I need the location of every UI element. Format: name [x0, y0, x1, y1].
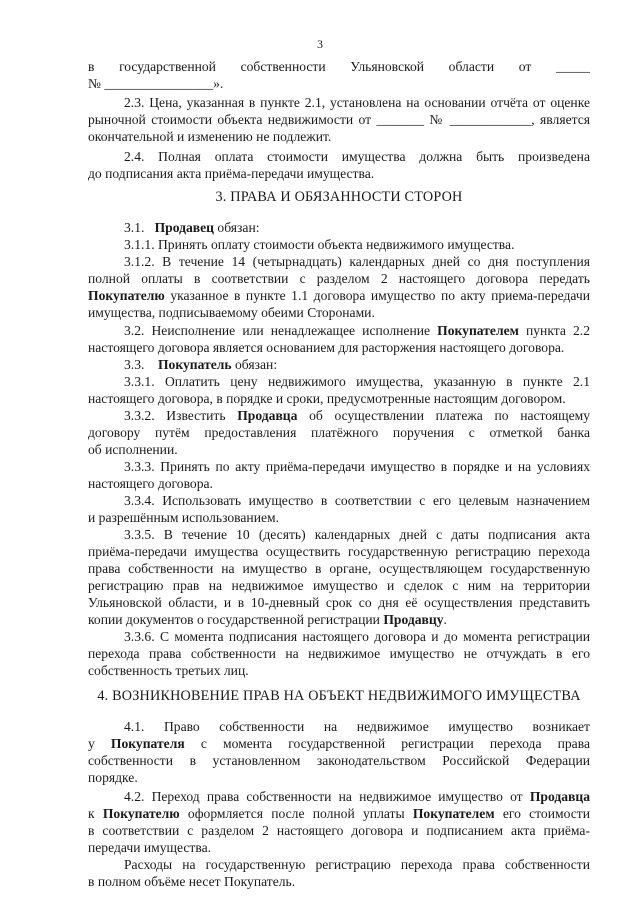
clause-4-1-line-4: порядке. [88, 770, 138, 785]
intro-word: _____ [555, 59, 590, 74]
clause-3-3-2 [88, 407, 590, 458]
clause-3-3-6-line-3: собственность третьих лиц. [88, 663, 249, 678]
clause-3-2-line-1a: 3.2. Неисполнение или ненадлежащее исполнение [124, 323, 438, 338]
clause-3-3-5-seller: Продавцу [383, 612, 444, 627]
clause-3-3-5-line-1: 3.3.5. В течение 10 (десять) календарных дней с даты подписания акта [124, 527, 590, 542]
clause-4-1-line-2a: у [88, 736, 111, 751]
intro-word: в [88, 59, 95, 74]
clause-4-1-line-1: 4.1. Право собственности на недвижимое имущество возникает [124, 719, 590, 734]
clause-4-1-line-2b: с момента государственной регистрации перехода права [184, 736, 590, 751]
intro-word: собственности [240, 59, 326, 74]
clause-3-1-1 [88, 236, 590, 253]
clause-3-3-5-line-6b: . [443, 612, 447, 627]
clause-3-1-2-line-1: 3.1.2. В течение 14 (четырнадцать) календарных дней со дня поступления [124, 254, 590, 269]
clause-3-1-1-text: 3.1.1. Принять оплату стоимости объекта недвижимого имущества. [124, 237, 515, 252]
clause-4-2-line-3: в соответствии с разделом 2 настоящего договора и подписанием акта приёма- [88, 823, 590, 838]
intro-word: области [448, 59, 495, 74]
clause-4-2-line-1a: 4.2. Переход права собственности на недвижимое имущество от [124, 789, 530, 804]
section-4-heading: 4. ВОЗНИКНОВЕНИЕ ПРАВ НА ОБЪЕКТ НЕДВИЖИМОГО ИМУЩЕСТВА [97, 688, 581, 704]
clause-3-3-1 [88, 373, 590, 407]
clause-3-3-6 [88, 628, 590, 679]
clause-3-3-2-line-1a: 3.3.2. Известить [124, 408, 238, 423]
clause-3-3-5 [88, 526, 590, 628]
intro-word: от [518, 59, 532, 74]
intro-line-1 [88, 58, 590, 75]
final-paragraph [88, 856, 590, 890]
clause-3-3-2-line-3: об исполнении. [88, 442, 178, 457]
clause-3-2-line-1b: пункта 2.2 [518, 323, 590, 338]
final-paragraph-line-2: в полном объёме несет Покупатель. [88, 874, 296, 889]
clause-4-1-buyer: Покупателя [110, 736, 185, 751]
clause-3-3-5-line-3: права собственности на имущество в органе, осуществляющем государственную [88, 561, 590, 576]
clause-3-3 [88, 356, 590, 373]
clause-3-2-buyer: Покупателем [437, 323, 519, 338]
clause-4-2-buyer-1: Покупателю [102, 806, 180, 821]
clause-3-3-2-line-1b: об осуществлении платежа по настоящему [297, 408, 590, 423]
clause-2-3-line-3: окончательной и изменению не подлежит. [88, 129, 332, 144]
clause-3-3-4-line-2: и разрешённым использованием. [88, 510, 280, 525]
intro-paragraph [88, 58, 590, 92]
clause-3-3-4-line-1: 3.3.4. Использовать имущество в соответствии с его целевым назначением [124, 493, 590, 508]
clause-3-1-text: обязан: [214, 220, 260, 235]
clause-3-3-3-line-2: настоящего договора. [88, 476, 213, 491]
clause-3-1-2-buyer: Покупателю [88, 288, 165, 303]
clause-2-4-line-2: до подписания акта приёма-передачи имущества. [88, 166, 375, 181]
intro-word: Ульяновской [350, 59, 425, 74]
clause-3-1-2-line-2: полной оплаты в соответствии с разделом 2 настоящего договора передать [88, 271, 590, 286]
clause-3-3-2-line-2: договору путём предоставления платёжного поручения с отметкой банка [88, 425, 590, 440]
clause-4-1-line-3: собственности в установленном законодательством Российской Федерации [88, 753, 590, 768]
clause-4-2-buyer-2: Покупателем [412, 806, 495, 821]
page-number: 3 [317, 37, 323, 51]
clause-3-3-1-line-2: настоящего договора, в порядке и сроки, предусмотренные настоящим договором. [88, 391, 566, 406]
clause-3-3-6-line-2: перехода права собственности на недвижимое имущество не отчуждать в его [88, 646, 590, 661]
clause-4-2-seller: Продавца [529, 789, 590, 804]
clause-3-3-1-line-1: 3.3.1. Оплатить цену недвижимого имущества, указанную в пункте 2.1 [124, 374, 590, 389]
clause-3-3-5-line-5: Ульяновской области, и в 10-дневный срок со дня её осуществления представить [88, 595, 590, 610]
clause-3-1-number: 3.1. [124, 220, 145, 235]
clause-3-1 [88, 219, 590, 236]
final-paragraph-line-1: Расходы на государственную регистрацию перехода права собственности [124, 857, 590, 872]
clause-3-3-6-line-1: 3.3.6. С момента подписания настоящего договора и до момента регистрации [124, 629, 590, 644]
clause-2-4 [88, 148, 590, 182]
clause-3-3-text: обязан: [231, 357, 278, 372]
clause-4-2-line-4: передачи имущества. [88, 840, 212, 855]
clause-3-3-2-seller: Продавца [237, 408, 298, 423]
clause-4-2-line-2c: его стоимости [494, 806, 590, 821]
clause-2-3-line-1: 2.3. Цена, указанная в пункте 2.1, установлена на основании отчёта от оценке [124, 95, 590, 110]
clause-3-3-5-line-6a: копии документов о государственной регистрации [88, 612, 384, 627]
intro-line-2: № ________________». [88, 76, 224, 91]
clause-3-3-5-line-2: приёма-передачи имущества осуществить государственную регистрацию перехода [88, 544, 590, 559]
clause-2-4-line-1: 2.4. Полная оплата стоимости имущества должна быть произведена [124, 149, 590, 164]
clause-3-2 [88, 322, 590, 356]
clause-3-1-2 [88, 253, 590, 321]
clause-3-2-line-2: настоящего договора является основанием для расторжения настоящего договора. [88, 340, 565, 355]
clause-3-3-3-line-1: 3.3.3. Принять по акту приёма-передачи имущество в порядке и на условиях [124, 459, 590, 474]
clause-4-2-line-2a: к [88, 806, 103, 821]
section-3-heading: 3. ПРАВА И ОБЯЗАННОСТИ СТОРОН [215, 189, 463, 205]
clause-3-3-3 [88, 458, 590, 492]
intro-word: государственной [119, 59, 216, 74]
clause-2-3-line-2: рыночной стоимости объекта недвижимости от _______ № ____________, является [88, 112, 590, 127]
clause-3-1-2-line-4: имущества, подписываемому обеими Сторонами. [88, 305, 375, 320]
clause-3-1-party: Продавец [154, 220, 215, 235]
clause-2-3 [88, 94, 590, 145]
clause-3-3-4 [88, 492, 590, 526]
clause-3-1-2-line-3: указанное в пункте 1.1 договора имущество по акту приема-передачи [164, 288, 590, 303]
clause-4-1 [88, 718, 590, 786]
clause-4-2 [88, 788, 590, 856]
clause-3-3-5-line-4: регистрацию прав на недвижимое имущество и сделок с ним на территории [88, 578, 590, 593]
clause-3-3-party: Покупатель [157, 357, 232, 372]
clause-4-2-line-2b: оформляется после полной уплаты [179, 806, 413, 821]
clause-3-3-number: 3.3. [124, 357, 145, 372]
